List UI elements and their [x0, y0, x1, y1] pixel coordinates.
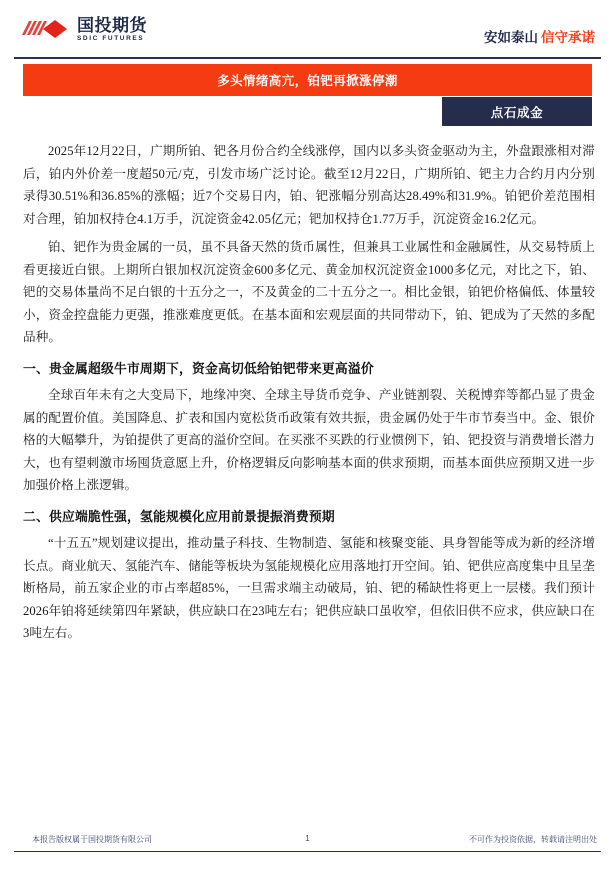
- slogan-part-dark: 安如泰山: [484, 30, 538, 45]
- page-title: 多头情绪高亢，铂钯再掀涨停潮: [217, 74, 398, 88]
- logo-company-en: SDIC FUTURES: [77, 35, 145, 42]
- footer-page-number: 1: [305, 834, 310, 843]
- company-logo: [22, 17, 147, 43]
- footer-disclaimer: 不可作为投资依据，转载请注明出处: [469, 835, 597, 844]
- section-heading-1: 一、贵金属超级牛市周期下，资金高切低给铂钯带来更高溢价: [23, 361, 374, 376]
- page-footer: [14, 834, 601, 848]
- sdic-logo-icon: [22, 18, 72, 42]
- body-paragraph-4: “十五五”规划建议提出，推动量子科技、生物制造、氢能和核聚变能、具身智能等成为新的经济增长点。商业航天、氢能汽车、储能等板块为氢能规模化应用落地打开空间。铂、钯供应高度集中且呈垄断格局，前五家企业的市占率超85%，一旦需求端主动破局，铂、钯的稀缺性将更上一层楼。我们预计2026年铂将延续第四年紧缺，供应缺口在23吨左右；钯供应缺口虽收窄，但依旧供不应求，供应缺口在3吨左右。: [23, 536, 595, 640]
- report-body: [23, 140, 595, 651]
- body-paragraph-3: 全球百年未有之大变局下，地缘冲突、全球主导货币竞争、产业链割裂、关税博弈等都凸显了贵金属的配置价值。美国降息、扩表和国内宽松货币政策有效共振，贵金属仍处于牛市节奏当中。金、银价格的大幅攀升，为铂提供了更高的溢价空间。在买涨不买跌的行业惯例下，铂、钯投资与消费增长潜力大，也有望刺激市场囤货意愿上升，价格逻辑反向影响基本面的供求预期，而基本面供应预期又进一步加强价格上涨逻辑。: [23, 388, 595, 492]
- logo-company-cn: 国投期货: [77, 16, 147, 35]
- page-header: [0, 0, 615, 58]
- footer-divider: [14, 851, 601, 852]
- slogan-part-red: 信守承诺: [541, 30, 595, 45]
- body-paragraph-1: 2025年12月22日，广期所铂、钯各月份合约全线涨停，国内以多头资金驱动为主，外盘跟涨相对滞后，铂内外价差一度超50元/克，引发市场广泛讨论。截至12月22日，广期所铂、钯主力合约月内分别录得30.51%和36.85%的涨幅；近7个交易日内，铂、钯涨幅分别高达28.49%和31.9%。铂钯价差范围相对合理，铂加权持仓4.1万手，沉淀资金42.05亿元；钯加权持仓1.77万手，沉淀资金16.2亿元。: [23, 144, 595, 226]
- footer-copyright: 本报告版权属于国投期货有限公司: [32, 835, 152, 844]
- header-divider: [14, 57, 601, 59]
- report-title-banner: [23, 64, 592, 96]
- section-heading-2: 二、供应端脆性强，氢能规模化应用前景提振消费预期: [23, 509, 335, 524]
- body-paragraph-2: 铂、钯作为贵金属的一员，虽不具备天然的货币属性，但兼具工业属性和金融属性，从交易特质上看更接近白银。上期所白银加权沉淀资金600多亿元、黄金加权沉淀资金1000多亿元，对比之下，铂、钯的交易体量尚不足白银的十五分之一，不及黄金的二十五分之一。相比金银，铂钯价格偏低、体量较小，资金控盘能力更强，推涨难度更低。在基本面和宏观层面的共同带动下，铂、钯成为了天然的多配品种。: [23, 240, 595, 344]
- report-category-badge: [442, 97, 592, 126]
- report-category-label: 点石成金: [490, 105, 544, 120]
- company-slogan: [484, 26, 595, 46]
- logo-wordmark: [77, 17, 147, 43]
